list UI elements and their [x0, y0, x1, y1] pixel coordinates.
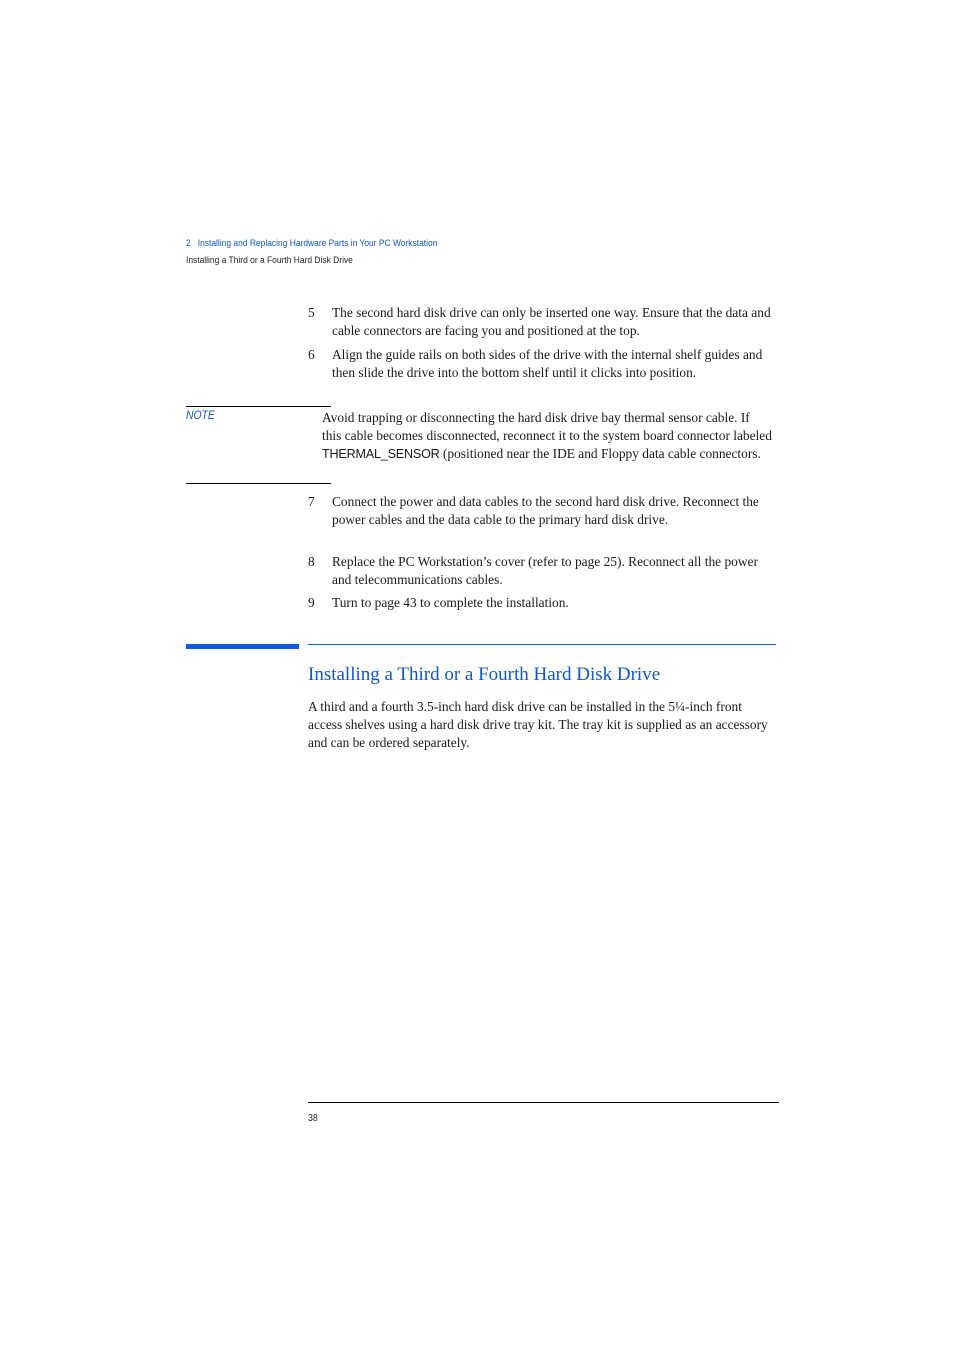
- note-label: NOTE: [186, 410, 215, 422]
- note-text-after: (positioned near the IDE and Floppy data cable connectors.: [439, 445, 761, 461]
- step-number: 6: [308, 347, 315, 362]
- step-number: 5: [308, 305, 315, 320]
- note-text: [322, 409, 772, 463]
- running-header-chapter: [186, 238, 437, 249]
- step-text: Replace the PC Workstation’s cover (refer to page 25). Reconnect all the power and telecommunications cables.: [332, 554, 758, 587]
- note-bottom-rule: [186, 483, 331, 484]
- note-text-before: Avoid trapping or disconnecting the hard disk drive bay thermal sensor cable. If this cable becomes disconnected, reconnect it to the system board connector labeled: [322, 410, 772, 443]
- note-top-rule: [186, 406, 331, 407]
- step-item: [308, 493, 778, 529]
- step-text: Turn to page 43 to complete the installation.: [332, 595, 569, 610]
- step-item: [308, 594, 778, 612]
- section-marker-bar: [186, 644, 299, 649]
- running-header-section: Installing a Third or a Fourth Hard Disk Drive: [186, 255, 353, 266]
- chapter-title: Installing and Replacing Hardware Parts in Your PC Workstation: [197, 238, 438, 249]
- step-number: 8: [308, 554, 315, 569]
- step-text: Align the guide rails on both sides of the drive with the internal shelf guides and then slide the drive into the bottom shelf until it clicks into position.: [332, 347, 763, 380]
- section-intro: A third and a fourth 3.5-inch hard disk drive can be installed in the 5¼-inch front access shelves using a hard disk drive tray kit. The tray kit is supplied as an accessory and can be ordered separately.: [308, 699, 768, 750]
- step-text: Connect the power and data cables to the second hard disk drive. Reconnect the power cables and the data cable to the primary hard disk drive.: [332, 494, 759, 527]
- section-divider-line: [308, 644, 776, 645]
- chapter-number: 2: [186, 238, 191, 249]
- step-item: [308, 304, 778, 340]
- step-number: 9: [308, 595, 315, 610]
- connector-label: THERMAL_SENSOR: [322, 446, 440, 461]
- section-heading: Installing a Third or a Fourth Hard Disk Drive: [308, 664, 661, 685]
- step-item: [308, 553, 778, 589]
- step-item: [308, 346, 778, 382]
- page-number: 38: [308, 1113, 318, 1124]
- footer-rule: [308, 1102, 779, 1103]
- step-text: The second hard disk drive can only be inserted one way. Ensure that the data and cable connectors are facing you and positioned at the top.: [332, 305, 771, 338]
- step-number: 7: [308, 494, 315, 509]
